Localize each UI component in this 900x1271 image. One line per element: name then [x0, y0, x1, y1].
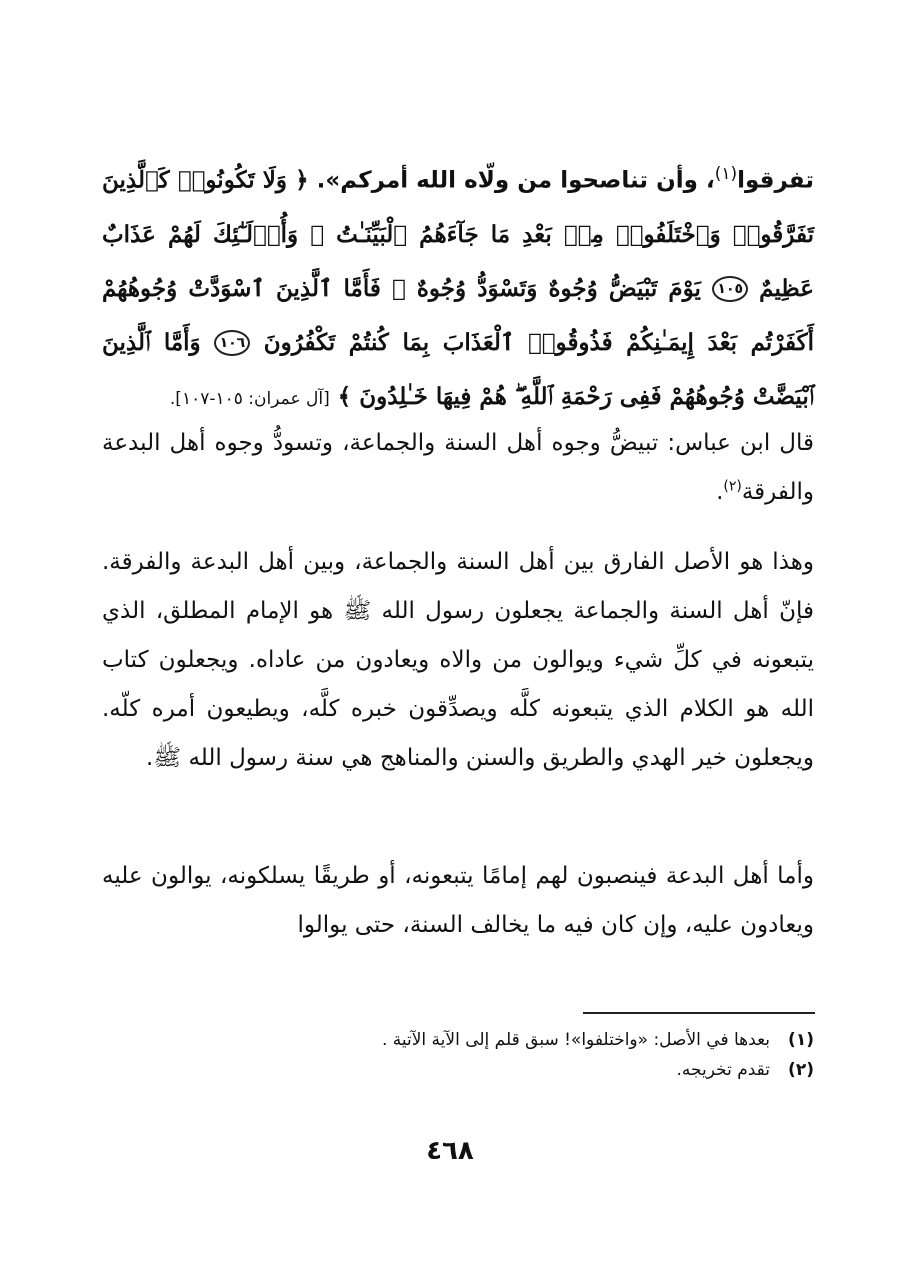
quran-verse-text: وَلَا تَكُونُوا۟ كَٱلَّذِينَ تَفَرَّقُوا۟ وَٱخْتَلَفُوا۟ مِنۢ بَعْدِ مَا جَآءَهُمُ ٱلْبَيِّنَـٰتُ ۚ وَأُو۟لَـٰٓئِكَ لَهُمْ عَذَابٌ عَظِيمٌ: [102, 166, 814, 302]
verse-number-marker: ١٠٦: [214, 330, 250, 356]
quran-verse-text: وَأَمَّا ٱلَّذِينَ ٱبْيَضَّتْ وُجُوهُهُمْ فَفِى رَحْمَةِ ٱللَّهِ ۖ هُمْ فِيهَا خَـٰلِدُونَ: [102, 328, 814, 410]
paragraph-quran-citation: [102, 148, 814, 426]
page-number: ٤٦٨: [426, 1136, 474, 1166]
footnotes-section: [114, 1025, 814, 1085]
paragraph-text: وأما أهل البدعة فينصبون لهم إمامًا يتبعونه، أو طريقًا يسلكونه، يوالون عليه ويعادون عليه، وإن كان فيه ما يخالف السنة، حتى يوالوا: [102, 863, 814, 938]
footnote-item: [114, 1055, 814, 1085]
footnote-text: بعدها في الأصل: «واختلفوا»! سبق قلم إلى الآية الآتية .: [381, 1030, 770, 1050]
paragraph-text: قال ابن عباس: تبيضُّ وجوه أهل السنة والجماعة، وتسودُّ وجوه أهل البدعة والفرقة: [102, 430, 814, 505]
footnote-reference: (١): [714, 164, 738, 184]
verse-number-marker: ١٠٥: [712, 276, 748, 302]
paragraph-ibn-abbas: [102, 419, 814, 517]
quran-closing-bracket: ﴾: [329, 383, 360, 410]
quran-verse-text: يَوْمَ تَبْيَضُّ وُجُوهٌ وَتَسْوَدُّ وُجُوهٌ ۚ فَأَمَّا ٱلَّذِينَ ٱسْوَدَّتْ وُجُوهُهُمْ أَكَفَرْتُم بَعْدَ إِيمَـٰنِكُمْ فَذُوقُوا۟ ٱلْعَذَابَ بِمَا كُنتُمْ تَكْفُرُونَ: [102, 274, 814, 356]
footnote-divider: [583, 1012, 815, 1014]
footnote-reference: (٢): [723, 478, 742, 495]
footnote-item: [114, 1025, 814, 1055]
paragraph-bidah-people: [102, 852, 814, 950]
paragraph-sunnah-principle: [102, 538, 814, 783]
text-fragment: ، وأن تناصحوا من ولّاه الله أمركم». ﴿: [287, 167, 715, 194]
text-fragment: تفرقوا: [737, 167, 814, 194]
surah-reference: [آل عمران: ١٠٥-١٠٧].: [169, 388, 330, 409]
footnote-number: (١): [788, 1030, 814, 1050]
paragraph-text: وهذا هو الأصل الفارق بين أهل السنة والجماعة، وبين أهل البدعة والفرقة. فإنّ أهل السنة والجماعة يجعلون رسول الله ﷺ هو الإمام المطلق، الذي يتبعونه في كلِّ شيء ويوالون من والاه ويعادون من عاداه. ويجعلون كتاب الله هو الكلام الذي يتبعونه كلَّه ويصدِّقون خبره كلَّه، ويطيعون أمره كلّه. ويجعلون خير الهدي والطريق والسنن والمناهج هي سنة رسول الله ﷺ.: [102, 549, 814, 771]
footnote-text: تقدم تخريجه.: [676, 1060, 770, 1080]
paragraph-text-end: .: [716, 479, 724, 505]
footnote-number: (٢): [788, 1060, 814, 1080]
